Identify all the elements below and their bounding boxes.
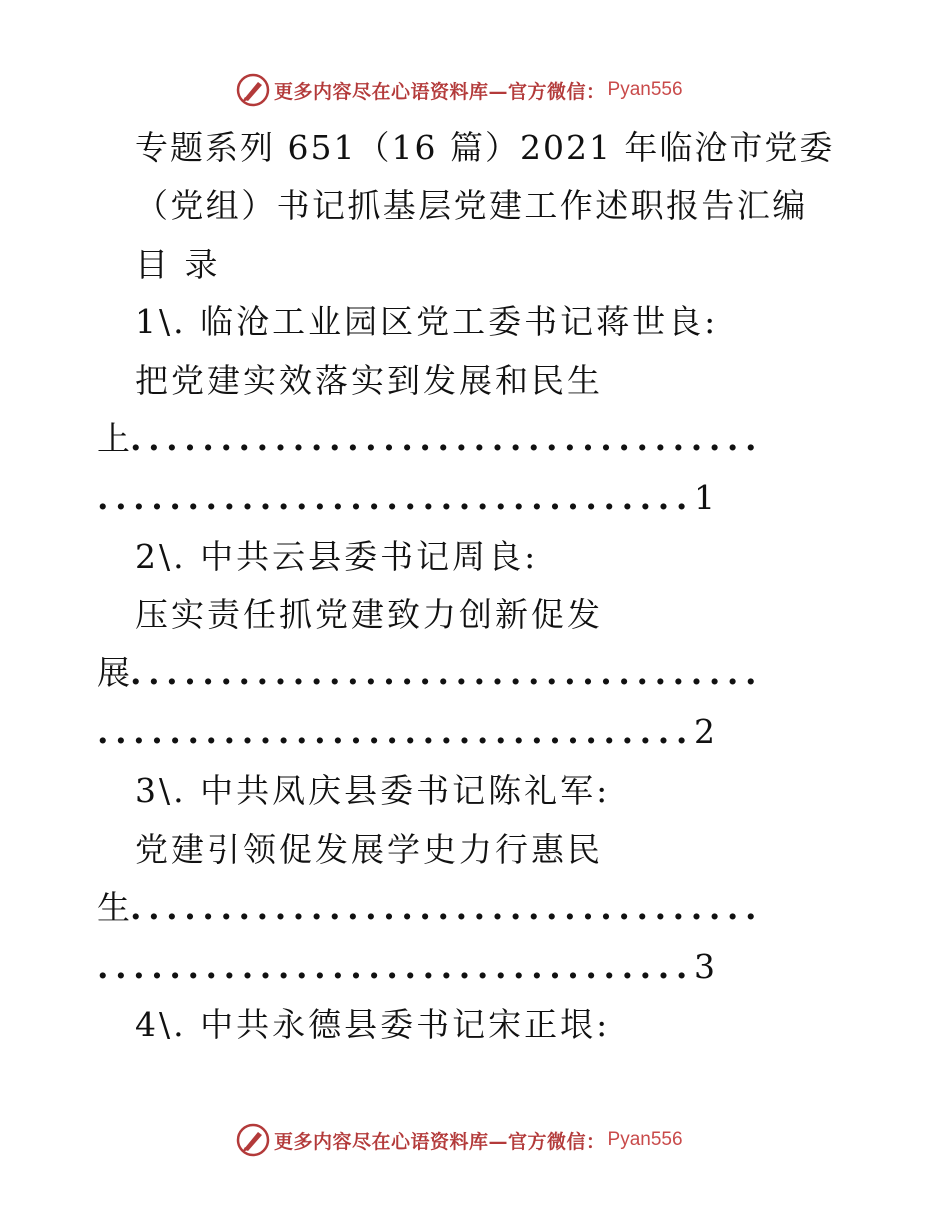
toc-entry-2-heading[interactable]: 2\. 中共云县委书记周良: [135,537,539,576]
toc-entry-1-subtitle[interactable]: 把党建实效落实到发展和民生 [135,361,603,400]
toc-entry-2-leader-line [97,653,842,693]
toc-entry-1-dots-2: ................................. [97,478,694,517]
toc-entry-2-subtitle[interactable]: 压实责任抓党建致力创新促发 [135,595,603,634]
toc-entry-2-page: 2 [693,712,715,751]
toc-entry-1-tail: 上 [97,419,130,458]
pen-logo-icon [236,1123,270,1157]
toc-entry-3-subtitle[interactable]: 党建引领促发展学史力行惠民 [135,830,603,869]
toc-entry-3-leader-line [97,888,842,928]
toc-entry-3-dots-2: ................................. [97,947,694,986]
banner-contact: Pyan556 [607,79,683,100]
toc-entry-2-dots-2: ................................. [97,712,694,751]
toc-entry-1-leader-line [97,419,842,459]
pen-logo-icon [236,73,270,107]
banner-contact-footer: Pyan556 [607,1129,683,1150]
toc-entry-2-page-line [97,712,842,752]
toc-entry-3-tail: 生 [97,888,130,927]
toc-entry-2-tail: 展 [97,653,130,692]
doc-title-line-2: （党组）书记抓基层党建工作述职报告汇编 [135,186,808,225]
toc-entry-3-dots: ................................... [130,888,764,927]
toc-entry-3-heading[interactable]: 3\. 中共凤庆县委书记陈礼军: [135,771,611,810]
doc-title-line-1: 专题系列 651（16 篇）2021 年临沧市党委 [135,128,835,167]
toc-entry-1-heading[interactable]: 1\. 临沧工业园区党工委书记蒋世良: [135,302,719,341]
toc-entry-4-heading[interactable]: 4\. 中共永德县委书记宋正垠: [135,1005,611,1044]
footer-banner [236,1123,683,1157]
toc-entry-1-page: 1 [693,478,715,517]
toc-entry-1-dots: ................................... [130,419,764,458]
banner-text-footer: 更多内容尽在心语资料库—官方微信： [274,1130,606,1153]
toc-entry-2-dots: ................................... [130,653,764,692]
toc-entry-1-page-line [97,478,842,518]
header-banner [236,73,683,107]
toc-entry-3-page: 3 [693,947,715,986]
toc-heading: 目 录 [135,245,221,284]
toc-entry-3-page-line [97,947,842,987]
banner-text: 更多内容尽在心语资料库—官方微信： [274,80,606,103]
